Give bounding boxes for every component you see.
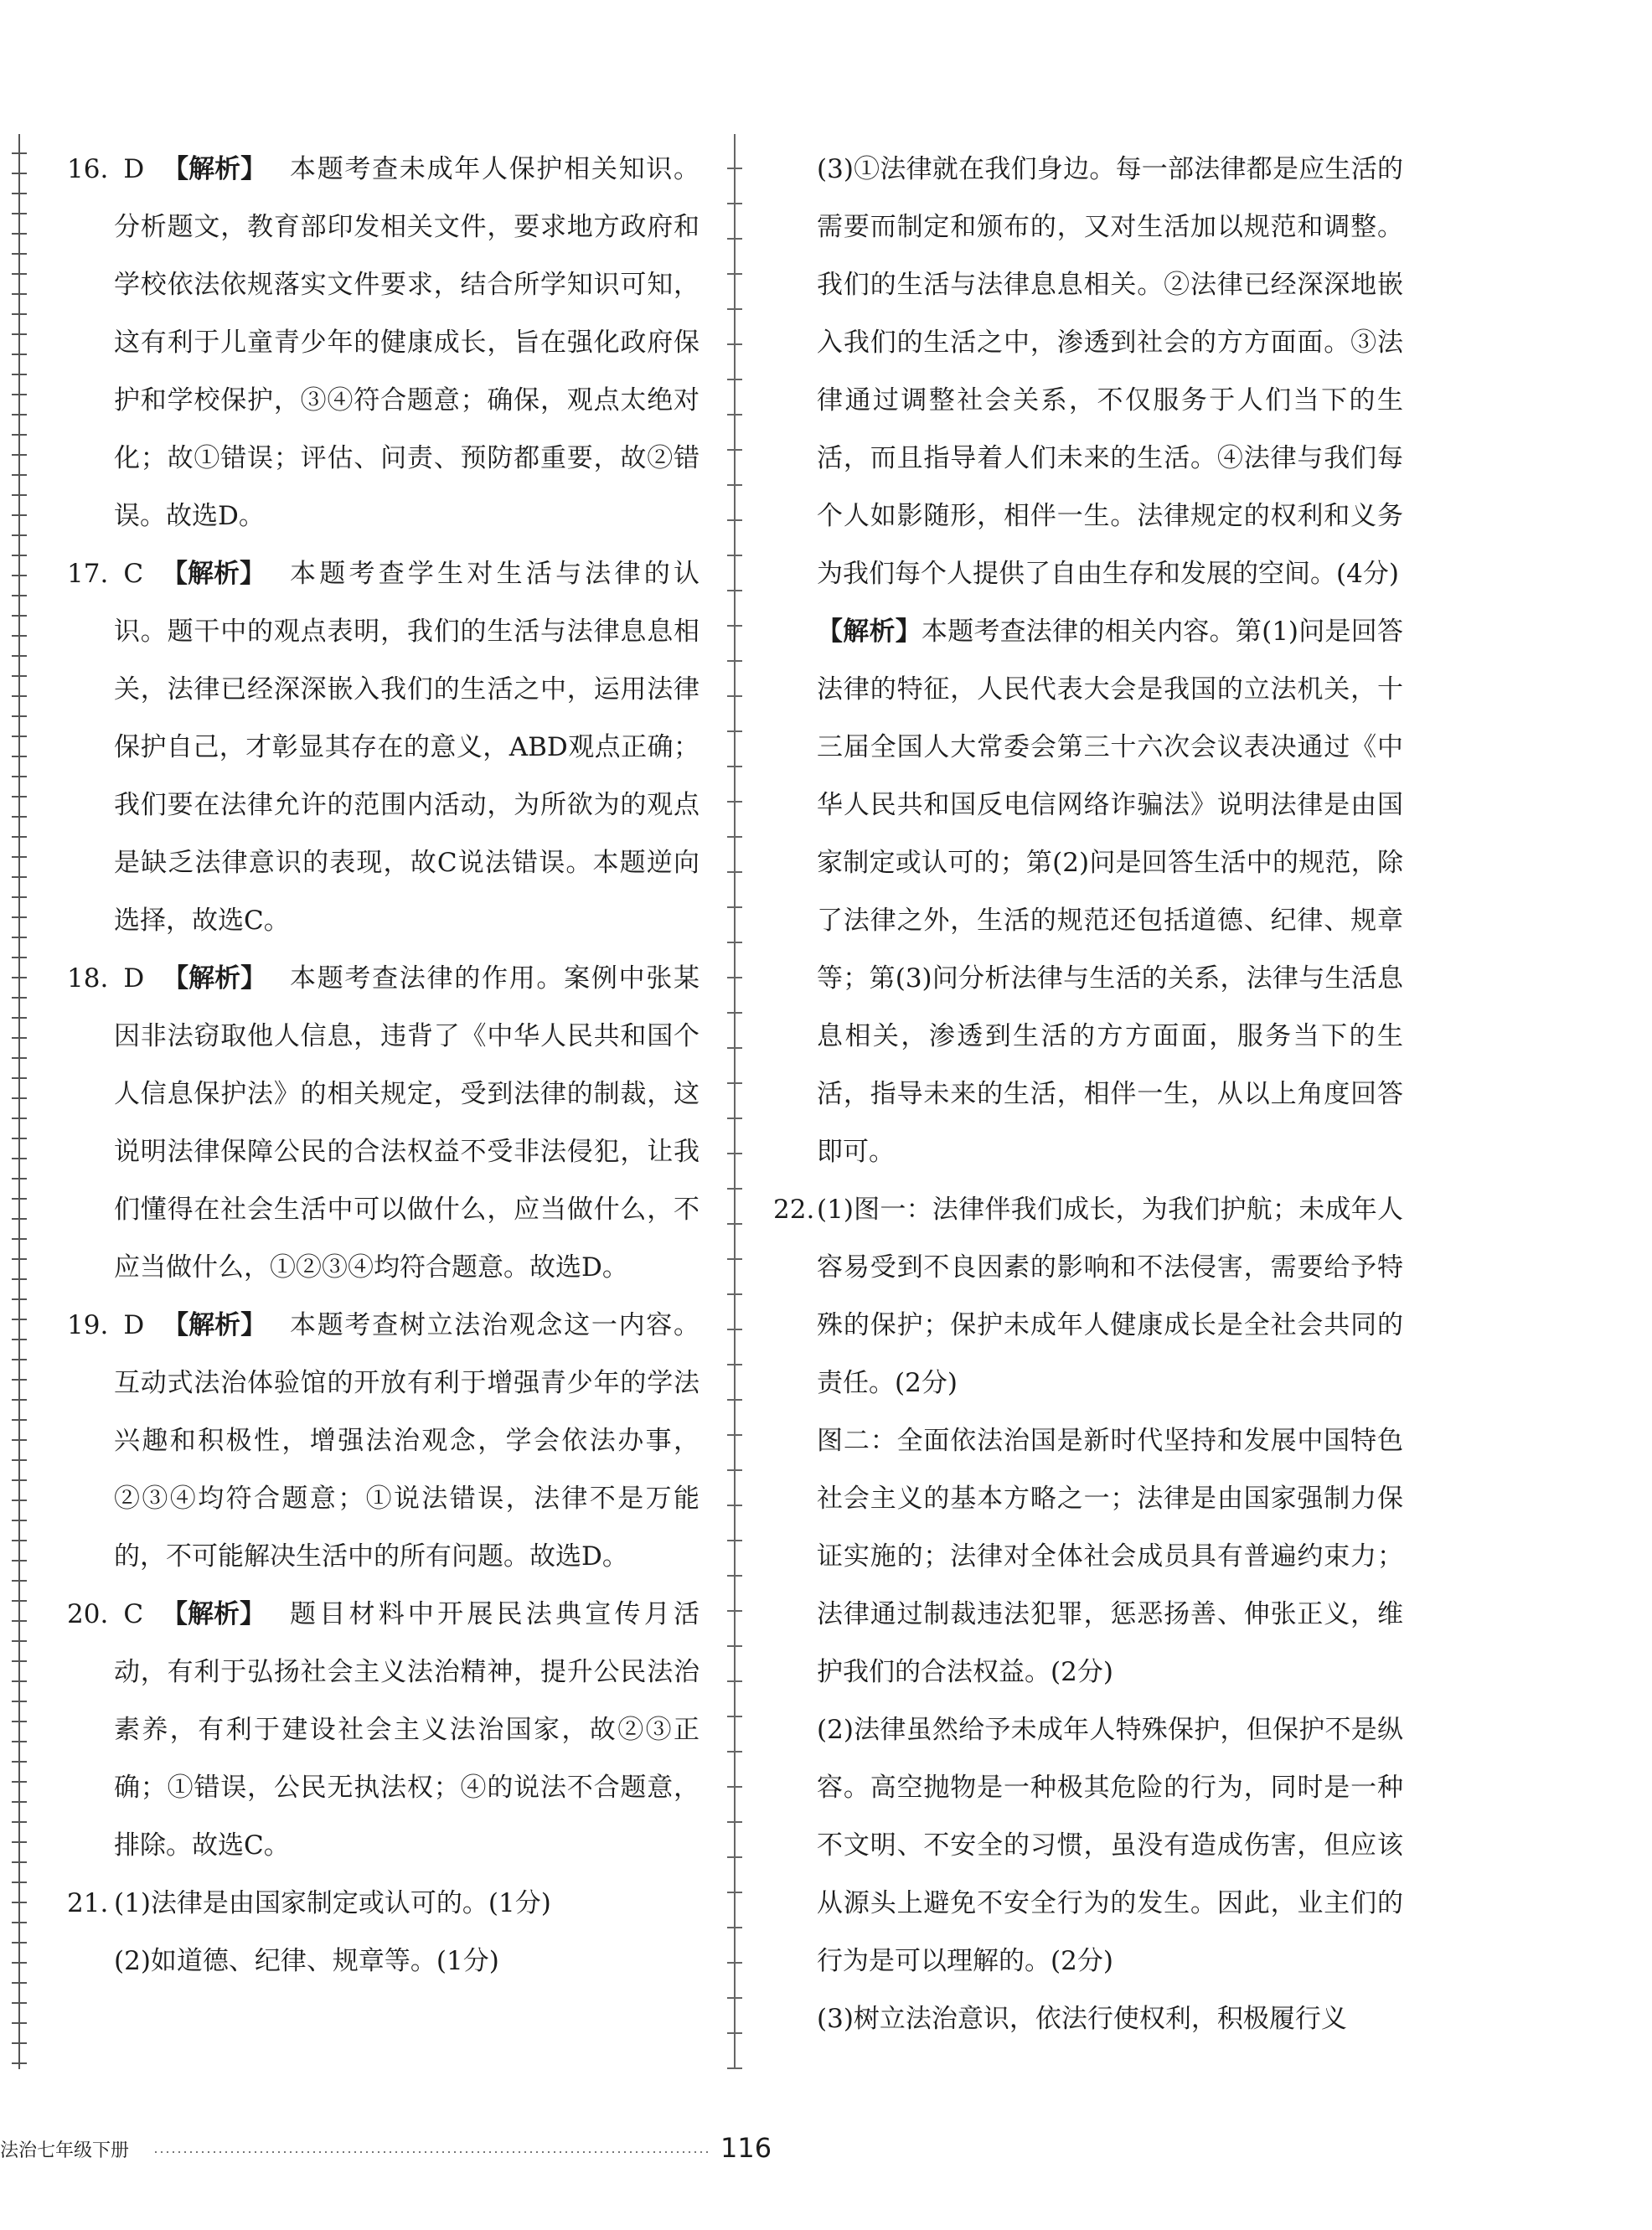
analysis-tag: 【解析】: [817, 617, 922, 647]
question-number: 22.: [773, 1195, 815, 1225]
answer-entry-16: [67, 141, 700, 545]
answer-part-2: (2)如道德、纪律、规章等。(1分): [114, 1946, 499, 1976]
question-number: 18. D 【解析】: [67, 963, 267, 994]
answer-entry-20: [67, 1586, 700, 1875]
answer-part-1-figure-1: (1)图一：法律伴我们成长，为我们护航；未成年人容易受到不良因素的影响和不法侵害，需要给予特殊的保护；保护未成年人健康成长是全社会共同的责任。(2分): [817, 1195, 1403, 1398]
answer-entry-21: [67, 1875, 700, 1990]
page-footer: [0, 2132, 772, 2168]
explanation-text: 本题考查未成年人保护相关知识。分析题文，教育部印发相关文件，要求地方政府和学校依法依规落实文件要求，结合所学知识可知，这有利于儿童青少年的健康成长，旨在强化政府保护和学校保护，③④符合题意；确保，观点太绝对化；故①错误；评估、问责、预防都重要，故②错误。故选D。: [114, 154, 700, 531]
explanation-text: 题目材料中开展民法典宣传月活动，有利于弘扬社会主义法治精神，提升公民法治素养，有利于建设社会主义法治国家，故②③正确；①错误，公民无执法权；④的说法不合题意，排除。故选C。: [114, 1599, 700, 1861]
answer-entry-19: [67, 1297, 700, 1586]
explanation-text: 本题考查树立法治观念这一内容。互动式法治体验馆的开放有利于增强青少年的学法兴趣和积极性，增强法治观念，学会依法办事，②③④均符合题意；①说法错误，法律不是万能的，不可能解决生活中的所有问题。故选D。: [114, 1310, 700, 1572]
dotted-leader: [155, 2151, 708, 2153]
analysis-21: [783, 603, 1403, 1181]
answer-entry-22: [773, 1181, 1403, 2048]
analysis-text: 本题考查法律的相关内容。第(1)问是回答法律的特征，人民代表大会是我国的立法机关，十三届全国人大常委会第三十六次会议表决通过《中华人民共和国反电信网络诈骗法》说明法律是由国家制定或认可的；第(2)问是回答生活中的规范，除了法律之外，生活的规范还包括道德、纪律、规章等；第(3)问分析法律与生活的关系，法律与生活息息相关，渗透到生活的方方面面，服务当下的生活，指导未来的生活，相伴一生，从以上角度回答即可。: [817, 617, 1403, 1167]
book-title-label: 法治七年级下册: [0, 2140, 130, 2161]
column-divider: [727, 134, 742, 2069]
page-number: 116: [720, 2132, 772, 2164]
answer-part-3: (3)树立法治意识，依法行使权利，积极履行义: [817, 2004, 1347, 2034]
question-number: 16. D 【解析】: [67, 154, 267, 184]
question-number: 17. C 【解析】: [67, 559, 266, 589]
right-column: [773, 141, 1403, 2048]
binding-margin-rule: [12, 134, 27, 2069]
question-number: 21.: [67, 1888, 109, 1918]
answer-entry-17: [67, 545, 700, 950]
explanation-text: 本题考查学生对生活与法律的认识。题干中的观点表明，我们的生活与法律息息相关，法律已经深深嵌入我们的生活之中，运用法律保护自己，才彰显其存在的意义，ABD观点正确；我们要在法律允许的范围内活动，为所欲为的观点是缺乏法律意识的表现，故C说法错误。本题逆向选择，故选C。: [114, 559, 700, 936]
answer-entry-18: [67, 950, 700, 1297]
answer-part-1-figure-2: 图二：全面依法治国是新时代坚持和发展中国特色社会主义的基本方略之一；法律是由国家强制力保证实施的；法律对全体社会成员具有普遍约束力；法律通过制裁违法犯罪，惩恶扬善、伸张正义，维护我们的合法权益。(2分): [817, 1426, 1403, 1687]
answer-21-part-3: (3)①法律就在我们身边。每一部法律都是应生活的需要而制定和颁布的，又对生活加以规范和调整。我们的生活与法律息息相关。②法律已经深深地嵌入我们的生活之中，渗透到社会的方方面面。③法律通过调整社会关系，不仅服务于人们当下的生活，而且指导着人们未来的生活。④法律与我们每个人如影随形，相伴一生。法律规定的权利和义务为我们每个人提供了自由生存和发展的空间。(4分): [817, 154, 1403, 589]
question-number: 19. D 【解析】: [67, 1310, 267, 1340]
answer-part-2: (2)法律虽然给予未成年人特殊保护，但保护不是纵容。高空抛物是一种极其危险的行为，同时是一种不文明、不安全的习惯，虽没有造成伤害，但应该从源头上避免不安全行为的发生。因此，业主们的行为是可以理解的。(2分): [817, 1715, 1403, 1976]
explanation-text: 本题考查法律的作用。案例中张某因非法窃取他人信息，违背了《中华人民共和国个人信息保护法》的相关规定，受到法律的制裁，这说明法律保障公民的合法权益不受非法侵犯，让我们懂得在社会生活中可以做什么，应当做什么，不应当做什么，①②③④均符合题意。故选D。: [114, 963, 700, 1283]
left-column: [67, 141, 700, 1990]
answer-part-1: (1)法律是由国家制定或认可的。(1分): [114, 1888, 551, 1918]
question-number: 20. C 【解析】: [67, 1599, 266, 1629]
